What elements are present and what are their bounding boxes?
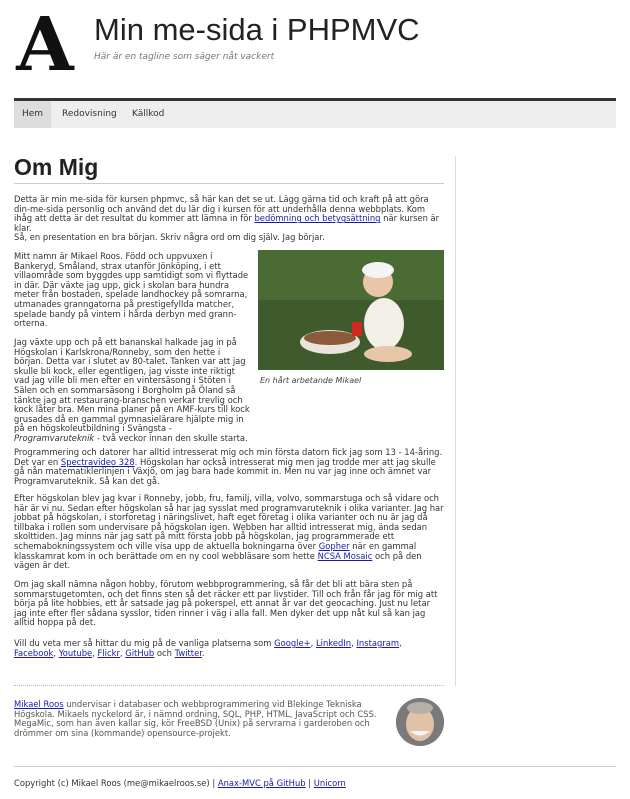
site-footer xyxy=(14,778,346,788)
photo-caption: En hårt arbetande Mikael xyxy=(260,376,362,385)
github-link[interactable]: GitHub xyxy=(125,647,155,658)
page-title: Om Mig xyxy=(14,154,99,180)
programming-paragraph xyxy=(14,448,444,486)
career-text: Efter högskolan blev jag kvar i Ronneby, jobb, fru, familj, villa, volvo, sommarstuga och så vidare och här är vi nu. Sedan efter högskolan så har jag sysslat med programvaruteknik i olika varianter. Jag har jobbat på högskolan, i storforetag i näringslivet, haft eget företag i olika varianter och nu är jag då tillbaka i rollen som undervisare på högskolan igen. Webben har alltid intresserat mig, ända sedan skolttiden. Jag minns när jag satt på mitt första jobb på högskolan, jag programmerade ett schemabokningssystem och ville visa upp de aktuella bokningarna över xyxy=(14,493,444,551)
bio-paragraph-1: Mitt namn är Mikael Roos. Född och uppvuxen i Bankeryd, Småland, strax utanför Jönköping, i ett villaområde som byggdes upp samtidigt som vi flyttade in där. Där växte jag upp, gick i skolan bara hundra meter från bostaden, spelade landhockey på somrarna, utmanades granngatorna på prestigefyllda matcher, spelade bandy på vintern i hårda derbyn med grann-orterna. xyxy=(14,251,249,329)
hobby-paragraph: Om jag skall nämna någon hobby, förutom webbprogrammering, så får det bli att bära sten på sommarstugetomten, och det finns sten så det räcker ett par livstider. Till och från får jag för mig att börja på lite hobbies, ett år satsade jag på pokerspel, ett annat år var det geocaching. Just nu letar jag inte efter fler sådana sysslor, tiden rinner i väg i alla fall. Men dyker det upp nåt kul så kan jag alltid hoppa på det. xyxy=(14,579,438,628)
avatar xyxy=(396,698,444,746)
grading-link[interactable]: bedömning och betygsättning xyxy=(254,213,381,224)
programming-text-end: . Högskolan har också intresserat mig men jag trodde mer att jag skulle gå nån matematiklerlinjen i Växjö, om jag bara hade kommit in. Men nu var jag inne och ämnet var Programvaruteknik. Så kan det gå. xyxy=(14,456,436,486)
byline-text: undervisar i databaser och webbprogrammering vid Blekinge Tekniska Högskola. Mikaels nyckelord är, i nämnd ordning, SQL, PHP, HTML, JavaScript och CSS. MegaMic, som han även kallar sig, kör FreeBSD (Unix) på servrarna i garderoben och drömmer om sina (kommande) opensource-projekt. xyxy=(14,699,377,738)
ncsa-mosaic-link[interactable]: NCSA Mosaic xyxy=(317,550,373,561)
flickr-link[interactable]: Flickr xyxy=(97,647,120,658)
navbar xyxy=(14,98,616,128)
google-plus-link[interactable]: Google+ xyxy=(274,638,311,648)
nav-item-kallkod[interactable]: Källkod xyxy=(132,109,165,119)
nav-item-hem[interactable]: Hem xyxy=(14,101,51,128)
social-text: Vill du veta mer så hittar du mig på de vanliga platserna som xyxy=(14,638,275,648)
career-paragraph xyxy=(14,494,444,571)
sidebar-divider xyxy=(455,156,456,686)
career-text-mid: när en gammal klasskamrat kom in och berättade om en ny cool webbläsare som hette xyxy=(14,540,417,561)
title-divider xyxy=(14,183,444,184)
bio-text-end: - två veckor innan den skulle starta. xyxy=(94,432,248,443)
site-title: Min me-sida i PHPMVC xyxy=(94,12,420,47)
intro-text: Detta är min me-sida för kursen phpmvc, så här kan det se ut. Lägg gärna tid och kraft på att göra din-me-sida personlig och använd det du lär dig i kursen för att underhålla denna webbplats. Kom ihåg att detta är det resultat du kommer att lämna in för xyxy=(14,194,429,224)
youtube-link[interactable]: Youtube xyxy=(58,647,93,658)
social-and: och xyxy=(154,647,175,658)
social-paragraph: Vill du veta mer så hittar du mig på de vanliga platserna som Google+, LinkedIn, Instagram, Facebook, Youtube, Flickr, GitHub och Twitter. xyxy=(14,638,402,658)
social-end: . xyxy=(201,647,205,658)
intro-paragraph xyxy=(14,195,444,233)
presentation-paragraph: Så, en presentation en bra början. Skriv några ord om dig själv. Jag börjar. xyxy=(14,232,325,242)
instagram-link[interactable]: Instagram xyxy=(356,638,400,648)
anax-github-link[interactable]: Anax-MVC på GitHub xyxy=(217,778,306,788)
linkedin-link[interactable]: LinkedIn xyxy=(316,638,352,648)
byline xyxy=(14,700,382,738)
bio-text: Jag växte upp och på ett bananskal halkade jag in på Högskolan i Karlskrona/Ronneby, som den hette i början. Detta var i slutet av 80-talet. Tanken var att jag skulle bli kock, eller egentligen, jag visste inte riktigt vad jag ville bli men efter en vintersäsong i Stöten i Sälen och en sommarsäsong i Borgholm på Öland så tänkte jag att restaurang-branschen verkar trevlig och kock låter bra. Men mina planer på en AMF-kurs till kock grusades då en gammal gymnasielärare hjälpte mig in på en högskoleutbildning i Svängsta - xyxy=(14,337,250,434)
career-text-end: och på den vägen är det. xyxy=(14,550,422,571)
site-tagline: Här är en tagline som säger nåt vackert xyxy=(94,52,275,62)
figure xyxy=(258,250,444,385)
svg-text:A: A xyxy=(16,8,74,74)
footer-separator: | xyxy=(305,778,314,788)
intro-text-end: när kursen är klar. xyxy=(14,213,440,233)
copyright-text: Copyright (c) Mikael Roos (me@mikaelroos.se) | xyxy=(14,778,218,788)
nav-item-redovisning[interactable]: Redovisning xyxy=(62,109,117,119)
program-name: Programvaruteknik xyxy=(14,432,95,443)
byline-name-link[interactable]: Mikael Roos xyxy=(14,699,64,709)
bio-paragraph-2 xyxy=(14,338,252,444)
site-header xyxy=(0,0,630,95)
child-photo xyxy=(258,250,444,370)
byline-divider xyxy=(14,685,444,686)
footer-divider xyxy=(14,766,616,767)
spectravideo-link[interactable]: Spectravideo 328 xyxy=(60,456,135,467)
twitter-link[interactable]: Twitter xyxy=(174,647,202,658)
anax-logo[interactable] xyxy=(14,8,76,74)
gopher-link[interactable]: Gopher xyxy=(318,540,350,551)
facebook-link[interactable]: Facebook xyxy=(14,647,54,658)
unicorn-link[interactable]: Unicorn xyxy=(313,778,346,788)
programming-text: Programmering och datorer har alltid intresserat mig och min första datorn fick jag som 13 - 14-åring. Det var en xyxy=(14,447,443,467)
